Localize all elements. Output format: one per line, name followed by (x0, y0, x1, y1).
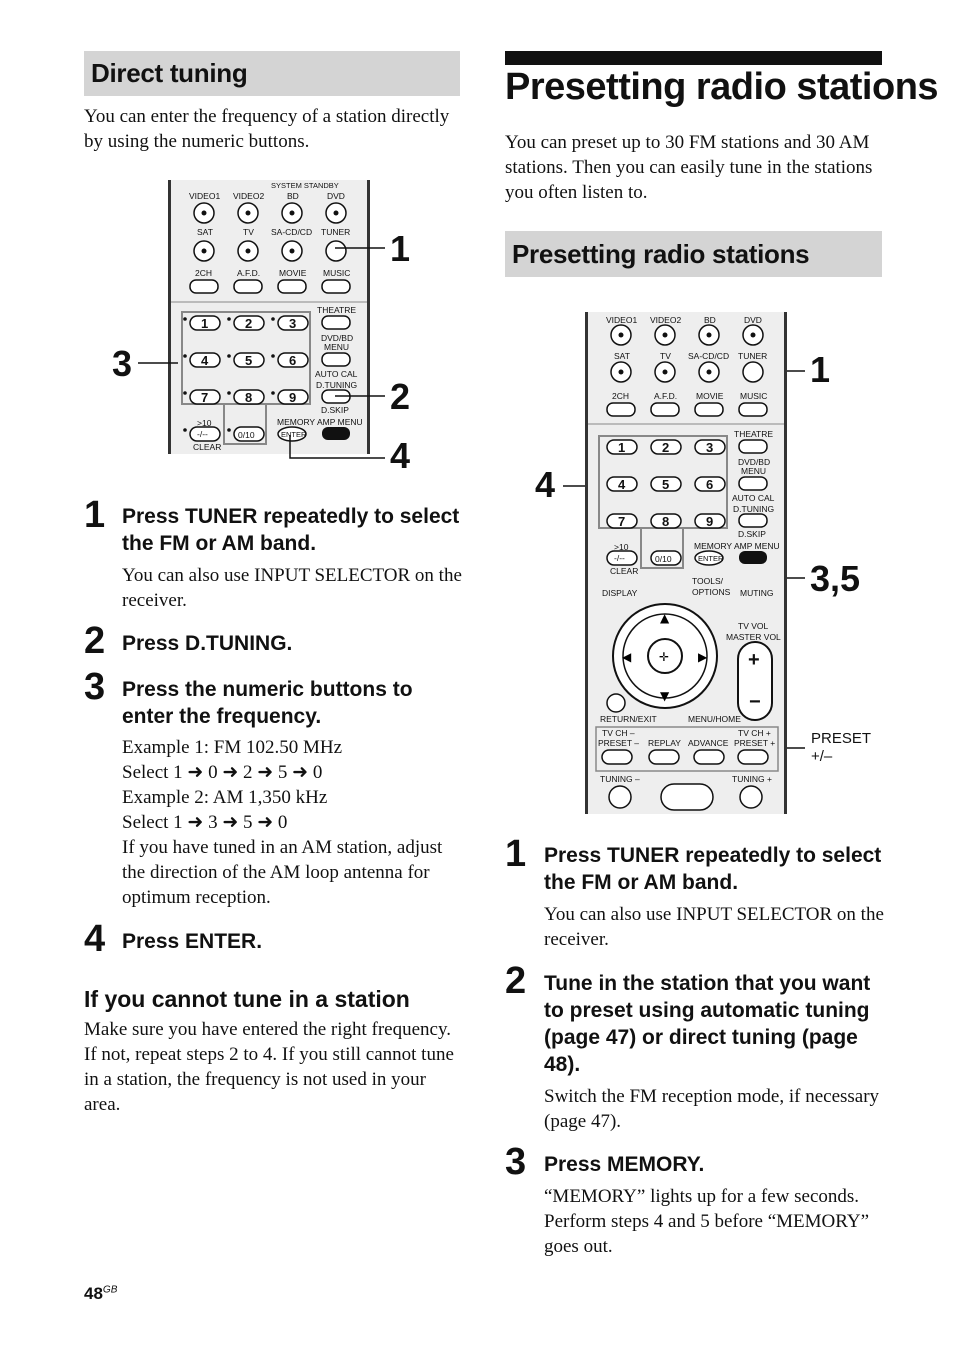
step-number: 2 (84, 620, 106, 662)
svg-text:>10: >10 (614, 542, 629, 552)
svg-text:AMP MENU: AMP MENU (734, 541, 780, 551)
step-number: 4 (84, 918, 106, 960)
svg-text:ENTER: ENTER (281, 430, 307, 439)
svg-text:MUSIC: MUSIC (740, 391, 768, 401)
svg-text:A.F.D.: A.F.D. (654, 391, 678, 401)
svg-text:✛: ✛ (659, 650, 670, 664)
callout-3-5-right: 3,5 (810, 558, 861, 599)
svg-text:TV: TV (243, 227, 254, 237)
svg-text:7: 7 (618, 514, 626, 529)
svg-text:ENTER: ENTER (698, 554, 724, 563)
svg-text:DVD: DVD (744, 315, 762, 325)
svg-text:D.TUNING: D.TUNING (316, 380, 358, 390)
svg-text:SAT: SAT (614, 351, 630, 361)
svg-text:D.SKIP: D.SKIP (738, 529, 766, 539)
intro-text: You can enter the frequency of a station directly by using the numeric buttons. (84, 106, 450, 152)
svg-text:-/--: -/-- (197, 429, 208, 439)
step-number: 3 (505, 1141, 527, 1183)
svg-text:7: 7 (201, 390, 209, 405)
svg-text:VIDEO1: VIDEO1 (606, 315, 638, 325)
step-title: Press the numeric buttons to enter the frequency. (122, 678, 413, 728)
svg-text:MENU: MENU (741, 466, 767, 476)
svg-text:3: 3 (706, 440, 714, 455)
svg-text:6: 6 (706, 477, 714, 492)
svg-text:MOVIE: MOVIE (279, 268, 307, 278)
svg-text:AUTO CAL: AUTO CAL (732, 493, 775, 503)
step-number: 2 (505, 960, 527, 1002)
callout-1-left: 1 (390, 228, 411, 269)
step-body: You can also use INPUT SELECTOR on the receiver. (122, 565, 462, 611)
svg-text:ADVANCE: ADVANCE (688, 738, 729, 748)
section-heading-direct-tuning: Direct tuning (84, 51, 460, 96)
svg-text:−: − (749, 691, 761, 713)
svg-text:D.SKIP: D.SKIP (321, 405, 349, 415)
svg-text:TOOLS/: TOOLS/ (692, 576, 724, 586)
svg-text:4: 4 (618, 477, 626, 492)
svg-text:DVD/BD: DVD/BD (321, 333, 354, 343)
remote-illustration-left (168, 180, 370, 454)
step-number: 1 (505, 833, 527, 875)
example-2: Example 2: AM 1,350 kHz (122, 787, 328, 808)
step-title: Press TUNER repeatedly to select the FM or AM band. (544, 844, 882, 894)
svg-text:SA-CD/CD: SA-CD/CD (271, 227, 313, 237)
step-title: Press MEMORY. (544, 1153, 705, 1176)
svg-text:MEMORY: MEMORY (694, 541, 733, 551)
svg-text:VIDEO1: VIDEO1 (189, 191, 221, 201)
svg-text:BD: BD (704, 315, 716, 325)
svg-text:TUNING –: TUNING – (600, 774, 640, 784)
callout-4-right: 4 (535, 464, 556, 505)
step-number: 1 (84, 494, 106, 536)
remote-illustration-right (585, 312, 787, 814)
svg-text:MUTING: MUTING (740, 588, 774, 598)
svg-text:▼: ▼ (660, 689, 670, 703)
svg-text:TUNING +: TUNING + (732, 774, 772, 784)
preset-plus-minus-label: +/– (811, 748, 833, 765)
svg-text:▲: ▲ (660, 611, 670, 625)
svg-text:6: 6 (289, 353, 297, 368)
svg-text:D.TUNING: D.TUNING (733, 504, 775, 514)
svg-text:MEMORY: MEMORY (277, 417, 316, 427)
example-1: Example 1: FM 102.50 MHz (122, 737, 343, 758)
svg-text:2: 2 (662, 440, 670, 455)
svg-text:RETURN/EXIT: RETURN/EXIT (600, 714, 657, 724)
preset-label: PRESET (811, 730, 872, 747)
step-title: Press D.TUNING. (122, 632, 293, 655)
step-body: Switch the FM reception mode, if necessary (page 47). (544, 1086, 880, 1132)
svg-text:PRESET +: PRESET + (734, 738, 776, 748)
svg-text:9: 9 (289, 390, 297, 405)
svg-text:9: 9 (706, 514, 714, 529)
intro-text: You can preset up to 30 FM stations and 30 AM stations. Then you can easily tune in the stations you often listen to. (505, 132, 873, 203)
svg-text:TUNER: TUNER (321, 227, 351, 237)
step-body: You can also use INPUT SELECTOR on the receiver. (544, 904, 884, 950)
step-title: Tune in the station that you want to preset using automatic tuning (page 47) or direct tuning (page 48). (544, 972, 871, 1076)
example-2-select: Select 1 ➜ 3 ➜ 5 ➜ 0 (122, 812, 288, 833)
svg-text:PRESET –: PRESET – (598, 738, 639, 748)
step-body: “MEMORY” lights up for a few seconds. Perform steps 4 and 5 before “MEMORY” goes out. (544, 1186, 870, 1257)
svg-text:8: 8 (245, 390, 253, 405)
subheading-body: Make sure you have entered the right frequency. If not, repeat steps 2 to 4. If you still cannot tune in a station, the frequency is not used in your area. (84, 1019, 454, 1115)
svg-text:THEATRE: THEATRE (734, 429, 774, 439)
am-note: If you have tuned in an AM station, adjust the direction of the AM loop antenna for optimum reception. (122, 837, 443, 908)
svg-text:>10: >10 (197, 418, 212, 428)
svg-text:MUSIC: MUSIC (323, 268, 351, 278)
svg-text:OPTIONS: OPTIONS (692, 587, 731, 597)
svg-text:TV VOL: TV VOL (738, 621, 769, 631)
svg-text:A.F.D.: A.F.D. (237, 268, 261, 278)
svg-text:TV CH –: TV CH – (602, 728, 635, 738)
svg-text:VIDEO2: VIDEO2 (650, 315, 682, 325)
svg-text:DVD: DVD (327, 191, 345, 201)
title-rule (505, 51, 882, 65)
svg-text:MOVIE: MOVIE (696, 391, 724, 401)
svg-text:5: 5 (662, 477, 670, 492)
example-1-select: Select 1 ➜ 0 ➜ 2 ➜ 5 ➜ 0 (122, 762, 323, 783)
step-title: Press TUNER repeatedly to select the FM or AM band. (122, 505, 460, 555)
svg-text:REPLAY: REPLAY (648, 738, 681, 748)
page-title: Presetting radio stations (505, 66, 939, 108)
svg-text:MENU/HOME: MENU/HOME (688, 714, 741, 724)
svg-text:2CH: 2CH (612, 391, 630, 401)
svg-text:DVD/BD: DVD/BD (738, 457, 771, 467)
svg-text:VIDEO2: VIDEO2 (233, 191, 265, 201)
svg-text:4: 4 (201, 353, 209, 368)
svg-text:MASTER VOL: MASTER VOL (726, 632, 781, 642)
svg-text:+: + (748, 649, 760, 671)
svg-text:THEATRE: THEATRE (317, 305, 357, 315)
svg-text:SAT: SAT (197, 227, 213, 237)
svg-text:SA-CD/CD: SA-CD/CD (688, 351, 730, 361)
svg-text:0/10: 0/10 (655, 554, 672, 564)
remote-row1-labels (189, 191, 345, 201)
svg-text:CLEAR: CLEAR (193, 442, 222, 452)
svg-text:TV: TV (660, 351, 671, 361)
svg-text:BD: BD (287, 191, 299, 201)
svg-text:MENU: MENU (324, 342, 350, 352)
callout-1-right: 1 (810, 349, 831, 390)
svg-text:0/10: 0/10 (238, 430, 255, 440)
svg-text:5: 5 (245, 353, 253, 368)
callout-2-left: 2 (390, 376, 411, 417)
svg-text:8: 8 (662, 514, 670, 529)
svg-text:CLEAR: CLEAR (610, 566, 639, 576)
svg-text:AUTO CAL: AUTO CAL (315, 369, 358, 379)
callout-3-left: 3 (112, 343, 133, 384)
svg-text:3: 3 (289, 316, 297, 331)
svg-text:DISPLAY: DISPLAY (602, 588, 638, 598)
svg-text:1: 1 (618, 440, 626, 455)
svg-text:1: 1 (201, 316, 209, 331)
svg-text:SYSTEM STANDBY: SYSTEM STANDBY (271, 181, 339, 190)
section-heading-presetting: Presetting radio stations (505, 231, 882, 277)
svg-text:◀: ◀ (622, 650, 632, 664)
svg-text:▶: ▶ (698, 650, 708, 664)
svg-text:AMP MENU: AMP MENU (317, 417, 363, 427)
svg-text:TUNER: TUNER (738, 351, 768, 361)
step-title: Press ENTER. (122, 930, 263, 953)
svg-text:2: 2 (245, 316, 253, 331)
subheading: If you cannot tune in a station (84, 986, 410, 1012)
callout-4-left: 4 (390, 435, 411, 476)
svg-text:TV CH +: TV CH + (738, 728, 771, 738)
svg-text:-/--: -/-- (614, 553, 625, 563)
step-number: 3 (84, 666, 106, 708)
svg-text:2CH: 2CH (195, 268, 213, 278)
page-number: $48^{GB}$ (84, 1284, 118, 1303)
